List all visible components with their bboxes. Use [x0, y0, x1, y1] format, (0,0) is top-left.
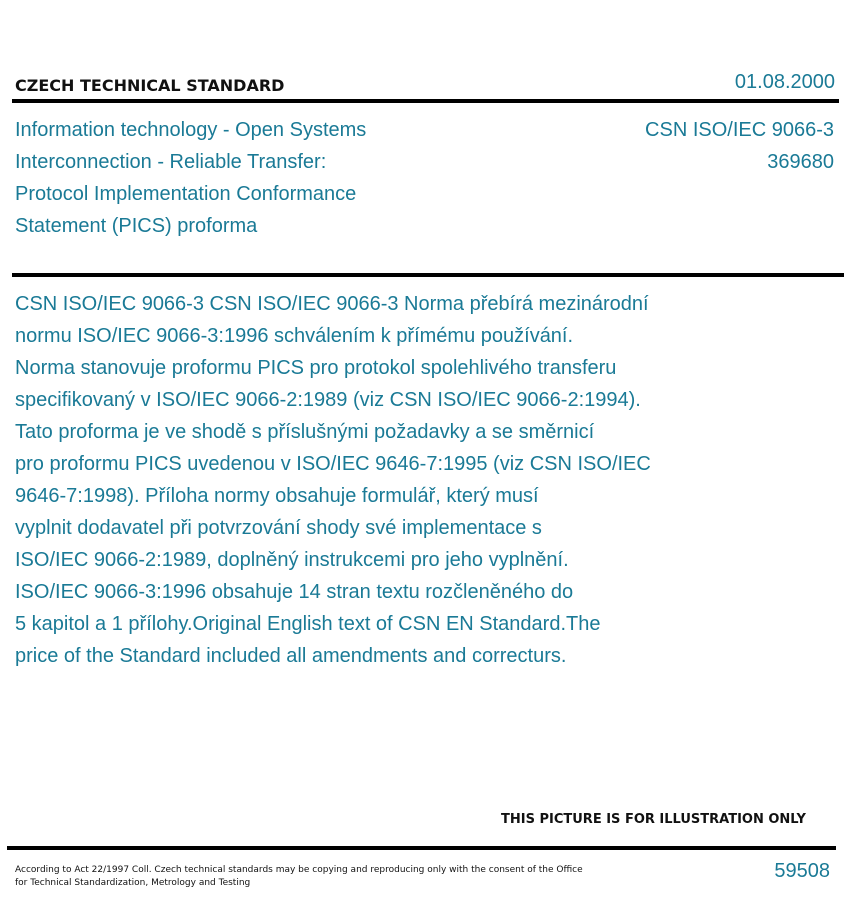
- description-line: ISO/IEC 9066-2:1989, doplněný instrukcemi pro jeho vyplnění.: [15, 549, 569, 571]
- section-rule: [12, 273, 844, 277]
- description-line: vyplnit dodavatel při potvrzování shody své implementace s: [15, 517, 542, 539]
- description-line: Norma stanovuje proformu PICS pro protokol spolehlivého transferu: [15, 357, 617, 379]
- standard-reference: [645, 114, 834, 178]
- legal-line: for Technical Standardization, Metrology and Testing: [15, 878, 251, 888]
- standard-title-line: Information technology - Open Systems: [15, 119, 367, 141]
- standard-title-line: Statement (PICS) proforma: [15, 215, 258, 237]
- header-date: 01.08.2000: [734, 71, 835, 93]
- header-title: CZECH TECHNICAL STANDARD: [15, 76, 285, 95]
- description-line: Tato proforma je ve shodě s příslušnými požadavky a se směrnicí: [15, 421, 595, 443]
- standard-class-number: 369680: [767, 151, 834, 173]
- description-line: ISO/IEC 9066-3:1996 obsahuje 14 stran textu rozčleněného do: [15, 581, 574, 603]
- footer-rule: [7, 846, 836, 850]
- description-line: CSN ISO/IEC 9066-3 CSN ISO/IEC 9066-3 Norma přebírá mezinárodní: [15, 293, 649, 315]
- standard-title-line: Interconnection - Reliable Transfer:: [15, 151, 327, 173]
- footer-document-number: 59508: [774, 860, 830, 882]
- standard-description: [15, 288, 775, 672]
- standard-title-line: Protocol Implementation Conformance: [15, 183, 357, 205]
- description-line: specifikovaný v ISO/IEC 9066-2:1989 (viz CSN ISO/IEC 9066-2:1994).: [15, 389, 641, 411]
- standard-designation: CSN ISO/IEC 9066-3: [645, 119, 834, 141]
- standard-title: [15, 114, 366, 242]
- description-line: pro proformu PICS uvedenou v ISO/IEC 9646-7:1995 (viz CSN ISO/IEC: [15, 453, 651, 475]
- description-line: normu ISO/IEC 9066-3:1996 schválením k přímému používání.: [15, 325, 574, 347]
- illustration-note: THIS PICTURE IS FOR ILLUSTRATION ONLY: [501, 812, 806, 827]
- description-line: 5 kapitol a 1 přílohy.Original English text of CSN EN Standard.The: [15, 613, 601, 635]
- description-line: 9646-7:1998). Příloha normy obsahuje formulář, který musí: [15, 485, 539, 507]
- header-rule: [12, 99, 839, 103]
- description-line: price of the Standard included all amendments and correcturs.: [15, 645, 567, 667]
- footer-legal-notice: [15, 864, 583, 890]
- legal-line: According to Act 22/1997 Coll. Czech technical standards may be copying and reproducing only with the consent of the Office: [15, 865, 583, 875]
